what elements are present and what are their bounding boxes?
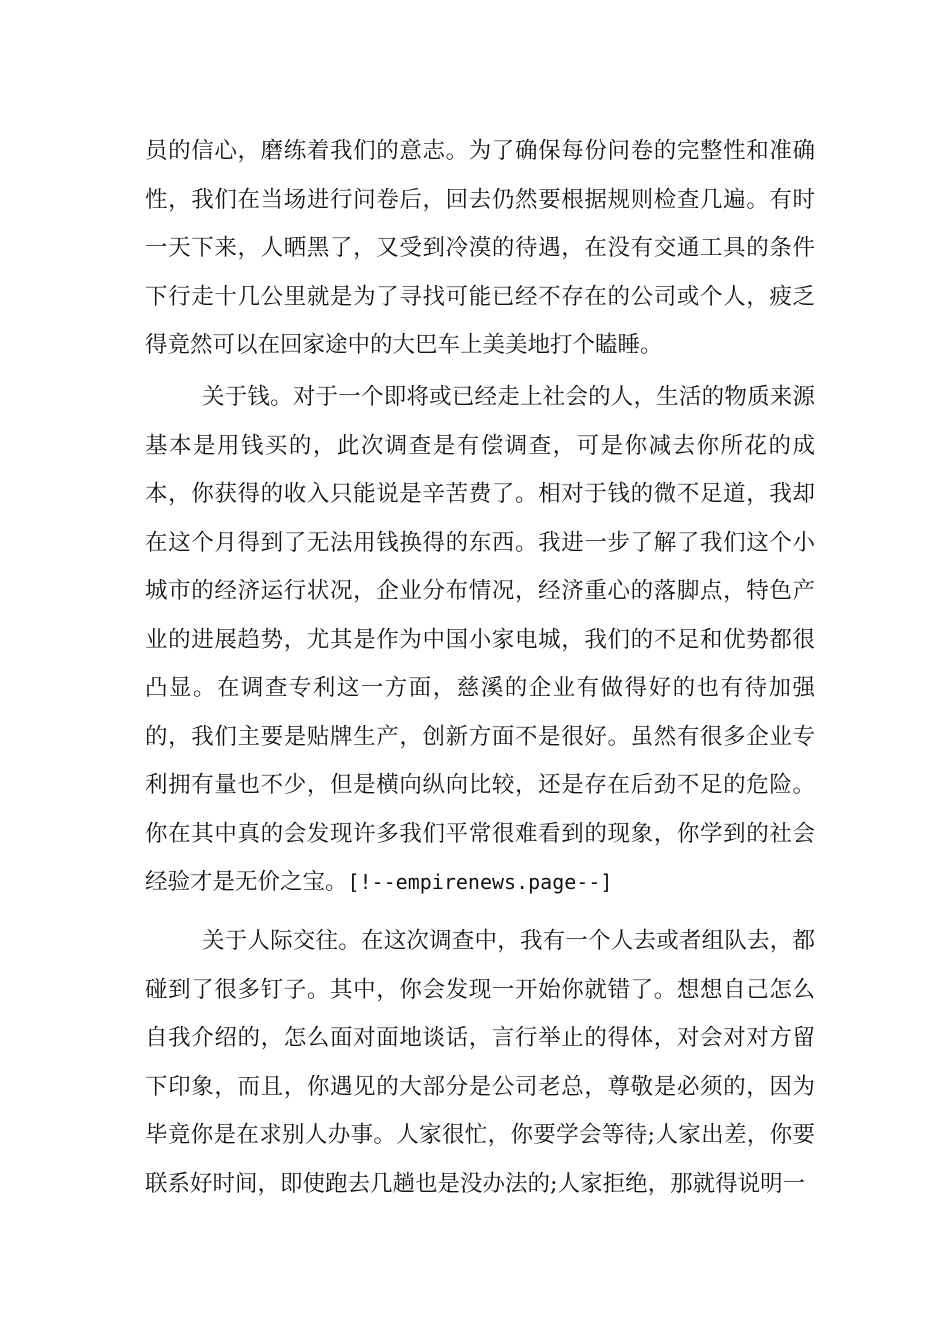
page-break-marker: [!--empirenews.page--] [347, 870, 613, 894]
paragraph-hardship: 员的信心，磨练着我们的意志。为了确保每份问卷的完整性和准确性，我们在当场进行问卷后，回去仍然要根据规则检查几遍。有时一天下来，人晒黑了，又受到冷漠的待遇，在没有交通工具的条件下行走十几公里就是为了寻找可能已经不存在的公司或个人，疲乏得竟然可以在回家途中的大巴车上美美地打个瞌睡。 [145, 138, 815, 358]
paragraph-interpersonal: 关于人际交往。在这次调查中，我有一个人去或者组队去，都碰到了很多钉子。其中，你会发现一开始你就错了。想想自己怎么自我介绍的，怎么面对面地谈话，言行举止的得体，对会对对方留下印象，而且，你遇见的大部分是公司老总，尊敬是必须的，因为毕竟你是在求别人办事。人家很忙，你要学会等待;人家出差，你要联系好时间，即使跑去几趟也是没办法的;人家拒绝，那就得说明一 [145, 928, 815, 1197]
paragraph-about-money-text: 关于钱。对于一个即将或已经走上社会的人，生活的物质来源基本是用钱买的，此次调查是有偿调查，可是你减去你所花的成本，你获得的收入只能说是辛苦费了。相对于钱的微不足道，我却在这个月得到了无法用钱换得的东西。我进一步了解了我们这个小城市的经济运行状况，企业分布情况，经济重心的落脚点，特色产业的进展趋势，尤其是作为中国小家电城，我们的不足和优势都很凸显。在调查专利这一方面，慈溪的企业有做得好的也有待加强的，我们主要是贴牌生产，创新方面不是很好。虽然有很多企业专利拥有量也不少，但是横向纵向比较，还是存在后劲不足的危险。你在其中真的会发现许多我们平常很难看到的现象，你学到的社会经验才是无价之宝。 [145, 384, 815, 895]
paragraph-about-money [145, 373, 815, 907]
